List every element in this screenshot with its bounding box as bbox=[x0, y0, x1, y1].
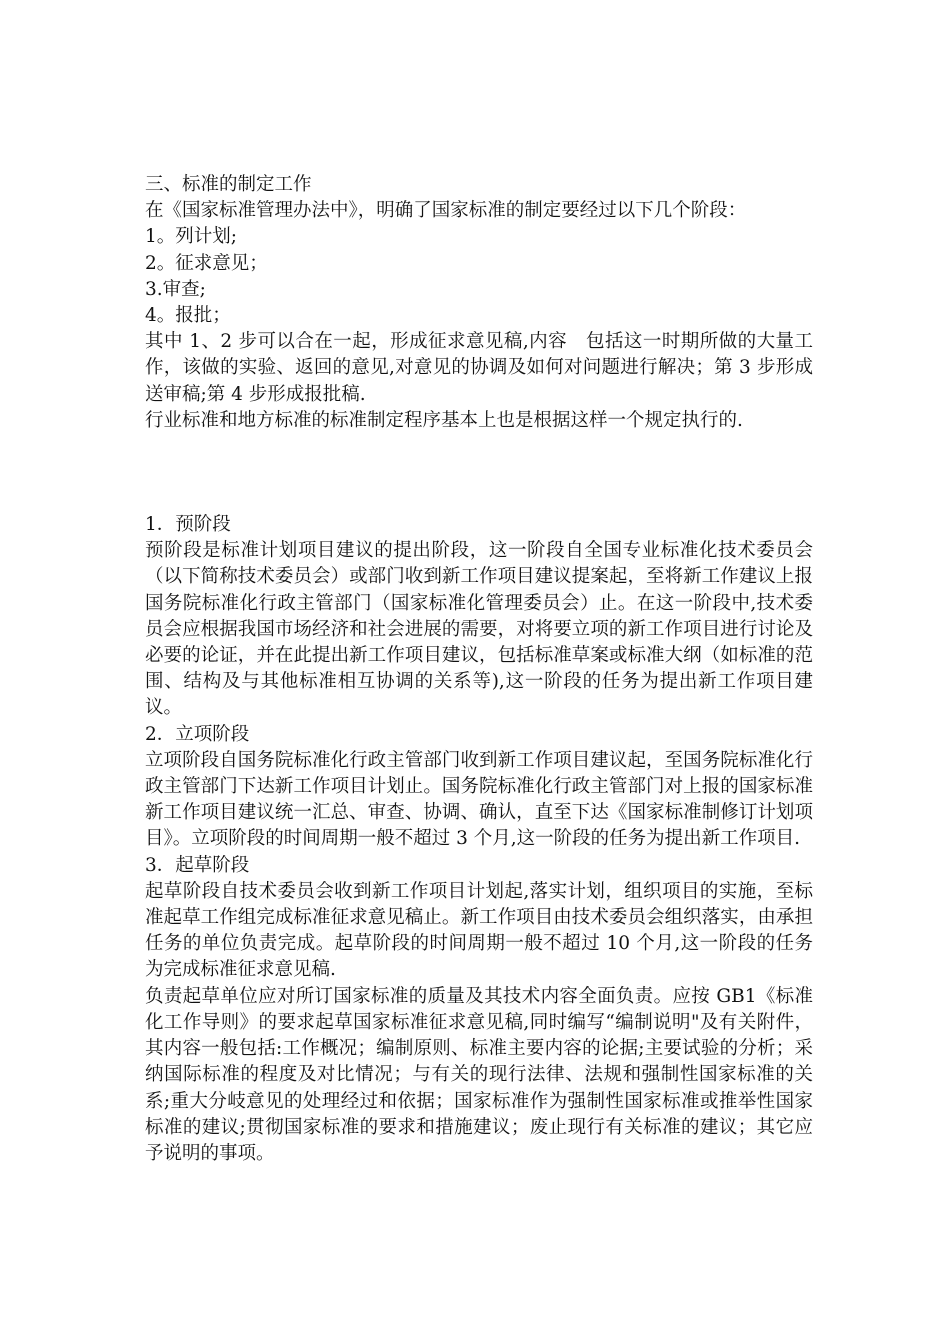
body-paragraph: 行业标准和地方标准的标准制定程序基本上也是根据这样一个规定执行的. bbox=[145, 409, 743, 431]
stage-paragraph: 预阶段是标准计划项目建议的提出阶段，这一阶段自全国专业标准化技术委员会（以下简称技术委员会）或部门收到新工作项目建议提案起，至将新工作建议上报国务院标准化行政主管部门（国家标准化管理委员会）止。在这一阶段中,技术委员会应根据我国市场经济和社会进展的需要，对将要立项的新工作项目进行讨论及必要的论证，并在此提出新工作项目建议，包括标准草案或标准大纲（如标准的范围、结构及与其他标准相互协调的关系等),这一阶段的任务为提出新工作项目建议。 bbox=[145, 540, 813, 719]
stage-paragraph: 负责起草单位应对所订国家标准的质量及其技术内容全面负责。应按 GB1《标准化工作导则》的要求起草国家标准征求意见稿,同时编写“编制说明"及有关附件，其内容一般包括:工作概况；编制原则、标准主要内容的论据;主要试验的分析；采纳国际标准的程度及对比情况；与有关的现行法律、法规和强制性国家标准的关系;重大分岐意见的处理经过和依据；国家标准作为强制性国家标准或推举性国家标准的建议;贯彻国家标准的要求和措施建议；废止现行有关标准的建议；其它应予说明的事项。 bbox=[145, 985, 813, 1164]
body-paragraph: 其中 1、2 步可以合在一起，形成征求意见稿,内容 包括这一时期所做的大量工作，该做的实验、返回的意见,对意见的协调及如何对问题进行解决；第 3 步形成送审稿;第 4 步形成报批稿. bbox=[145, 331, 813, 405]
section-heading: 三、标准的制定工作 bbox=[145, 174, 312, 195]
step-item: 2。征求意见； bbox=[145, 252, 268, 274]
intro-paragraph: 在《国家标准管理办法中》，明确了国家标准的制定要经过以下几个阶段： bbox=[145, 200, 747, 222]
step-item: 3.审查; bbox=[145, 278, 206, 300]
stage-paragraph: 起草阶段自技术委员会收到新工作项目计划起,落实计划，组织项目的实施，至标准起草工作组完成标准征求意见稿止。新工作项目由技术委员会组织落实，由承担任务的单位负责完成。起草阶段的时间周期一般不超过 10 个月,这一阶段的任务为完成标准征求意见稿. bbox=[145, 880, 813, 981]
document-body bbox=[145, 172, 813, 1167]
stage-title: 2．立项阶段 bbox=[145, 723, 250, 745]
step-item: 1。列计划; bbox=[145, 226, 238, 248]
step-item: 4。报批； bbox=[145, 305, 231, 327]
stage-title: 3．起草阶段 bbox=[145, 854, 250, 876]
stage-paragraph: 立项阶段自国务院标准化行政主管部门收到新工作项目建议起，至国务院标准化行政主管部门下达新工作项目计划止。国务院标准化行政主管部门对上报的国家标准新工作项目建议统一汇总、审查、协调、确认，直至下达《国家标准制修订计划项目》。立项阶段的时间周期一般不超过 3 个月,这一阶段的任务为提出新工作项目. bbox=[145, 749, 813, 850]
stage-title: 1．预阶段 bbox=[145, 514, 231, 536]
section-spacer bbox=[145, 434, 813, 512]
